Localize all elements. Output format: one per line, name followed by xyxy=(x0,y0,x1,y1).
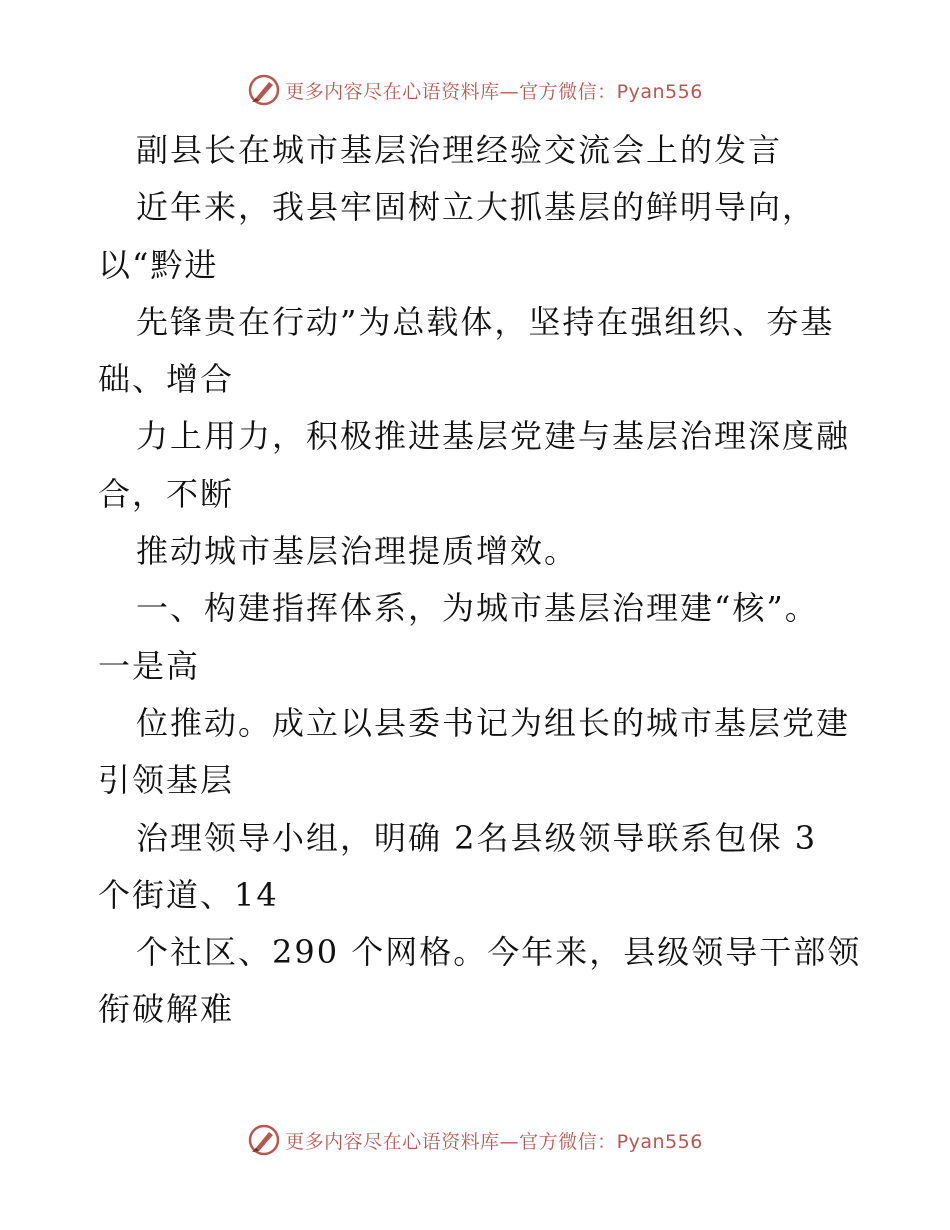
section-heading-line: 一、构建指挥体系，为城市基层治理建“核”。 xyxy=(136,589,819,628)
header-banner-text: 更多内容尽在心语资料库—官方微信：Pyan556 xyxy=(285,80,703,103)
paragraph-line: 一是高 xyxy=(98,646,201,685)
paragraph-line: 础、增合 xyxy=(98,360,235,399)
footer-banner xyxy=(0,1120,950,1160)
document-title: 副县长在城市基层治理经验交流会上的发言 xyxy=(136,131,783,169)
paragraph-line: 个街道、14 xyxy=(98,875,279,914)
footer-banner-text: 更多内容尽在心语资料库—官方微信：Pyan556 xyxy=(285,1130,703,1153)
paragraph-line: 引领基层 xyxy=(98,761,235,800)
paragraph-line: 衔破解难 xyxy=(98,990,235,1029)
paragraph-line: 力上用力，积极推进基层党建与基层治理深度融 xyxy=(136,417,851,456)
paragraph-line: 合，不断 xyxy=(98,474,235,513)
paragraph-line: 个社区、290 个网格。今年来，县级领导干部领 xyxy=(136,933,862,972)
paragraph-line: 治理领导小组，明确 2名县级领导联系包保 3 xyxy=(136,818,818,857)
paragraph-line: 推动城市基层治理提质增效。 xyxy=(136,532,579,571)
header-banner xyxy=(0,70,950,110)
paragraph-line: 近年来，我县牢固树立大抓基层的鲜明导向， xyxy=(136,188,817,227)
document-body xyxy=(98,122,878,1039)
paragraph-line: 位推动。成立以县委书记为组长的城市基层党建 xyxy=(136,703,851,742)
pen-logo-icon xyxy=(247,1123,281,1157)
paragraph-line: 以“黔进 xyxy=(98,245,219,284)
pen-logo-icon xyxy=(247,73,281,107)
paragraph-line: 先锋贵在行动”为总载体，坚持在强组织、夯基 xyxy=(136,302,835,341)
